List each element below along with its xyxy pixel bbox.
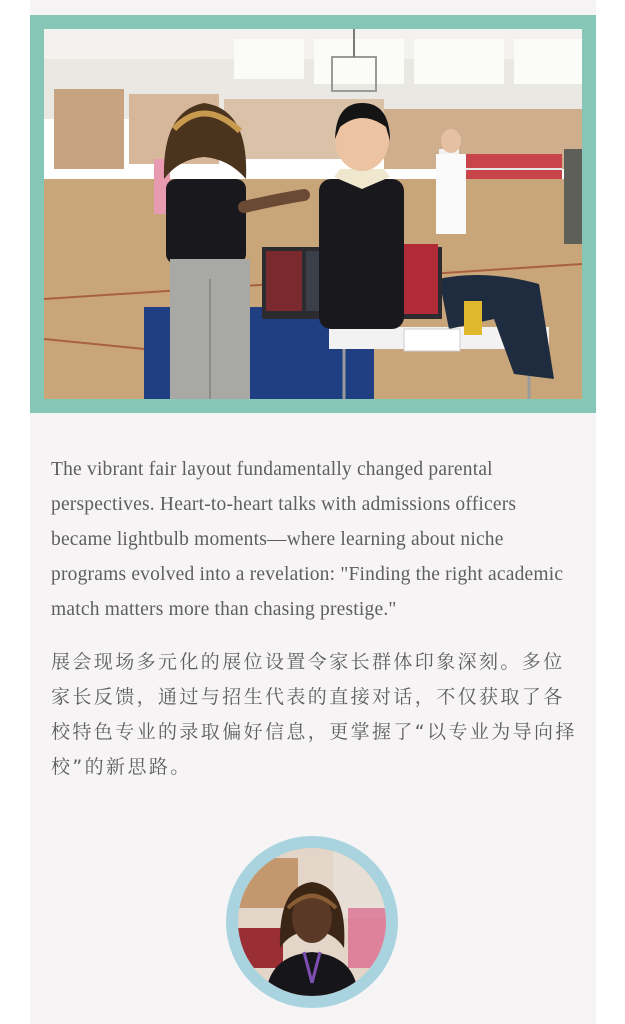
article-text [51,452,581,785]
avatar-ring [226,836,398,1008]
booth-scene-illustration [44,29,582,399]
photo-frame [30,15,596,413]
paragraph-english: The vibrant fair layout fundamentally changed parental perspectives. Heart-to-heart talks with admissions officers became lightbulb moments—where learning about niche programs evolved into a revelation: "Finding the right academic match matters more than chasing prestige." [51,459,564,620]
paragraph-chinese: 展会现场多元化的展位设置令家长群体印象深刻。多位家长反馈，通过与招生代表的直接对话，不仅获取了各校特色专业的录取偏好信息，更掌握了“以专业为导向择校”的新思路。 [51,651,577,778]
avatar[interactable] [238,848,386,996]
event-photo[interactable] [44,29,582,399]
student-portrait-illustration [238,848,386,996]
